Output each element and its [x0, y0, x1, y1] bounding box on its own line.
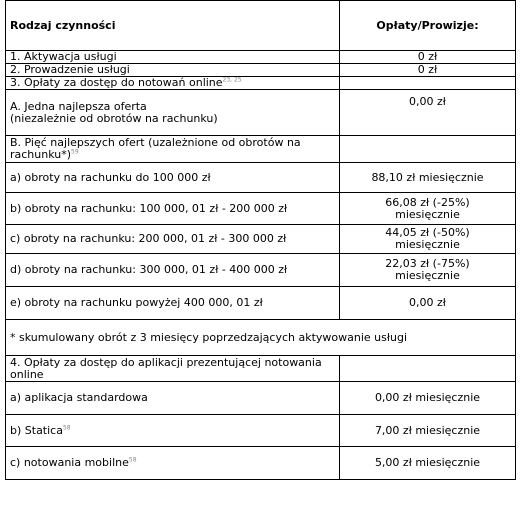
row-label: 2. Prowadzenie usługi: [6, 64, 340, 77]
table-row: [6, 254, 516, 287]
row-label-cell: [6, 136, 340, 163]
row-label: B. Pięć najlepszych ofert (uzależnione od obrotów na rachunku*): [10, 136, 301, 161]
table-row: [6, 225, 516, 254]
row-label: c) notowania mobilne: [10, 456, 129, 469]
table-row: [6, 447, 516, 480]
row-value: 66,08 zł (-25%) miesięcznie: [340, 193, 516, 225]
row-label: e) obroty na rachunku powyżej 400 000, 01 zł: [6, 287, 340, 320]
row-value: [340, 356, 516, 382]
row-label-multiline: [6, 90, 340, 136]
row-label: d) obroty na rachunku: 300 000, 01 zł - 400 000 zł: [6, 254, 340, 287]
footnote-ref: 58: [128, 456, 137, 464]
row-label: 1. Aktywacja usługi: [6, 51, 340, 64]
table-row: [6, 51, 516, 64]
row-label-cell: [6, 447, 340, 480]
row-value: [340, 136, 516, 163]
table-header: [6, 1, 516, 51]
row-label-cell: [6, 77, 340, 90]
table-row: [6, 356, 516, 382]
row-label-cell: [6, 415, 340, 447]
footnote-ref: 59: [71, 148, 79, 156]
footnote-ref: 58: [62, 423, 71, 431]
footnote-text: * skumulowany obrót z 3 miesięcy poprzedzających aktywowanie usługi: [6, 320, 516, 356]
header-activity: Rodzaj czynności: [6, 1, 340, 51]
row-value: 0 zł: [340, 64, 516, 77]
table-row: [6, 77, 516, 90]
row-label: 4. Opłaty za dostęp do aplikacji prezentującej notowania online: [6, 356, 340, 382]
row-label: a) obroty na rachunku do 100 000 zł: [6, 163, 340, 193]
row-value: 88,10 zł miesięcznie: [340, 163, 516, 193]
row-label: c) obroty na rachunku: 200 000, 01 zł - 300 000 zł: [6, 225, 340, 254]
table-row: [6, 136, 516, 163]
footnote-ref: 23, 25: [222, 76, 242, 84]
row-value: 0,00 zł: [340, 90, 516, 136]
row-label: b) obroty na rachunku: 100 000, 01 zł - 200 000 zł: [6, 193, 340, 225]
row-value: 0,00 zł: [340, 287, 516, 320]
row-value: 0,00 zł miesięcznie: [340, 382, 516, 415]
table-row: [6, 90, 516, 136]
footnote-row: [6, 320, 516, 356]
table-row: [6, 64, 516, 77]
table-row: [6, 163, 516, 193]
row-label: b) Statica: [10, 423, 63, 437]
row-value: 0 zł: [340, 51, 516, 64]
row-value: 22,03 zł (-75%) miesięcznie: [340, 254, 516, 287]
row-value: 7,00 zł miesięcznie: [340, 415, 516, 447]
fees-table: [5, 0, 516, 480]
table-row: [6, 415, 516, 447]
table-row: [6, 382, 516, 415]
row-value: 5,00 zł miesięcznie: [340, 447, 516, 480]
row-label: 3. Opłaty za dostęp do notowań online: [10, 76, 223, 89]
header-fees: Opłaty/Prowizje:: [340, 1, 516, 51]
table-row: [6, 193, 516, 225]
table-row: [6, 287, 516, 320]
row-value: [340, 77, 516, 90]
row-label: A. Jedna najlepsza oferta (niezależnie od obrotów na rachunku): [10, 99, 218, 125]
row-label: a) aplikacja standardowa: [6, 382, 340, 415]
row-value: 44,05 zł (-50%) miesięcznie: [340, 225, 516, 254]
